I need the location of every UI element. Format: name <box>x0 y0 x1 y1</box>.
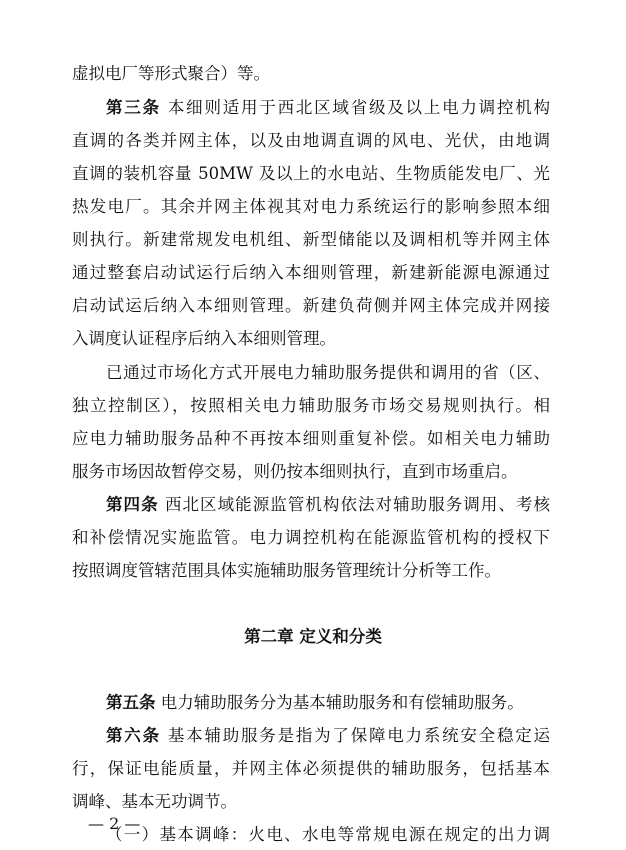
article-6-label: 第六条 <box>106 726 161 745</box>
article-3-label: 第三条 <box>106 98 161 117</box>
page-number: — 2 — <box>88 814 141 833</box>
text-line: 独立控制区），按照相关电力辅助服务市场交易规则执行。相 <box>72 396 550 415</box>
text-line: 已通过市场化方式开展电力辅助服务提供和调用的省（区、 <box>106 363 550 382</box>
text-line: 则执行。新建常规发电机组、新型储能以及调相机等并网主体 <box>72 230 550 249</box>
text-line: 启动试运后纳入本细则管理。新建负荷侧并网主体完成并网接 <box>72 296 550 315</box>
text-line: 直调的各类并网主体，以及由地调直调的风电、光伏，由地调 <box>72 131 550 150</box>
text-span: 本细则适用于西北区域省级及以上电力调控机构 <box>167 98 550 117</box>
article-5-line <box>106 688 550 718</box>
article-6-line <box>106 721 550 751</box>
text-line: 入调度认证程序后纳入本细则管理。 <box>72 329 336 348</box>
article-4-label: 第四条 <box>106 495 159 514</box>
text-line: 热发电厂。其余并网主体视其对电力系统运行的影响参照本细 <box>72 197 550 216</box>
text-line: 调峰、基本无功调节。 <box>72 792 237 811</box>
text-line: 直调的装机容量 50MW 及以上的水电站、生物质能发电厂、光 <box>72 164 550 183</box>
article-5-label: 第五条 <box>106 693 156 712</box>
text-span: 西北区域能源监管机构依法对辅助服务调用、考核 <box>164 495 551 514</box>
text-line: 行，保证电能质量，并网主体必须提供的辅助服务，包括基本 <box>72 759 550 778</box>
text-line: 虚拟电厂等形式聚合）等。 <box>72 64 270 83</box>
text-span: 电力辅助服务分为基本辅助服务和有偿辅助服务。 <box>160 693 524 712</box>
text-line: 和补偿情况实施监管。电力调控机构在能源监管机构的授权下 <box>72 528 550 547</box>
text-span: 基本辅助服务是指为了保障电力系统安全稳定运 <box>167 726 550 745</box>
article-3-line <box>106 93 550 123</box>
text-line: （一）基本调峰：火电、水电等常规电源在规定的出力调 <box>106 825 550 844</box>
text-line: 服务市场因故暂停交易，则仍按本细则执行，直到市场重启。 <box>72 462 518 481</box>
article-4-line <box>106 490 550 520</box>
chapter-heading: 第二章 定义和分类 <box>244 627 382 646</box>
text-line: 应电力辅助服务品种不再按本细则重复补偿。如相关电力辅助 <box>72 429 550 448</box>
text-line: 按照调度管辖范围具体实施辅助服务管理统计分析等工作。 <box>72 561 501 580</box>
text-line: 通过整套启动试运行后纳入本细则管理，新建新能源电源通过 <box>72 263 550 282</box>
